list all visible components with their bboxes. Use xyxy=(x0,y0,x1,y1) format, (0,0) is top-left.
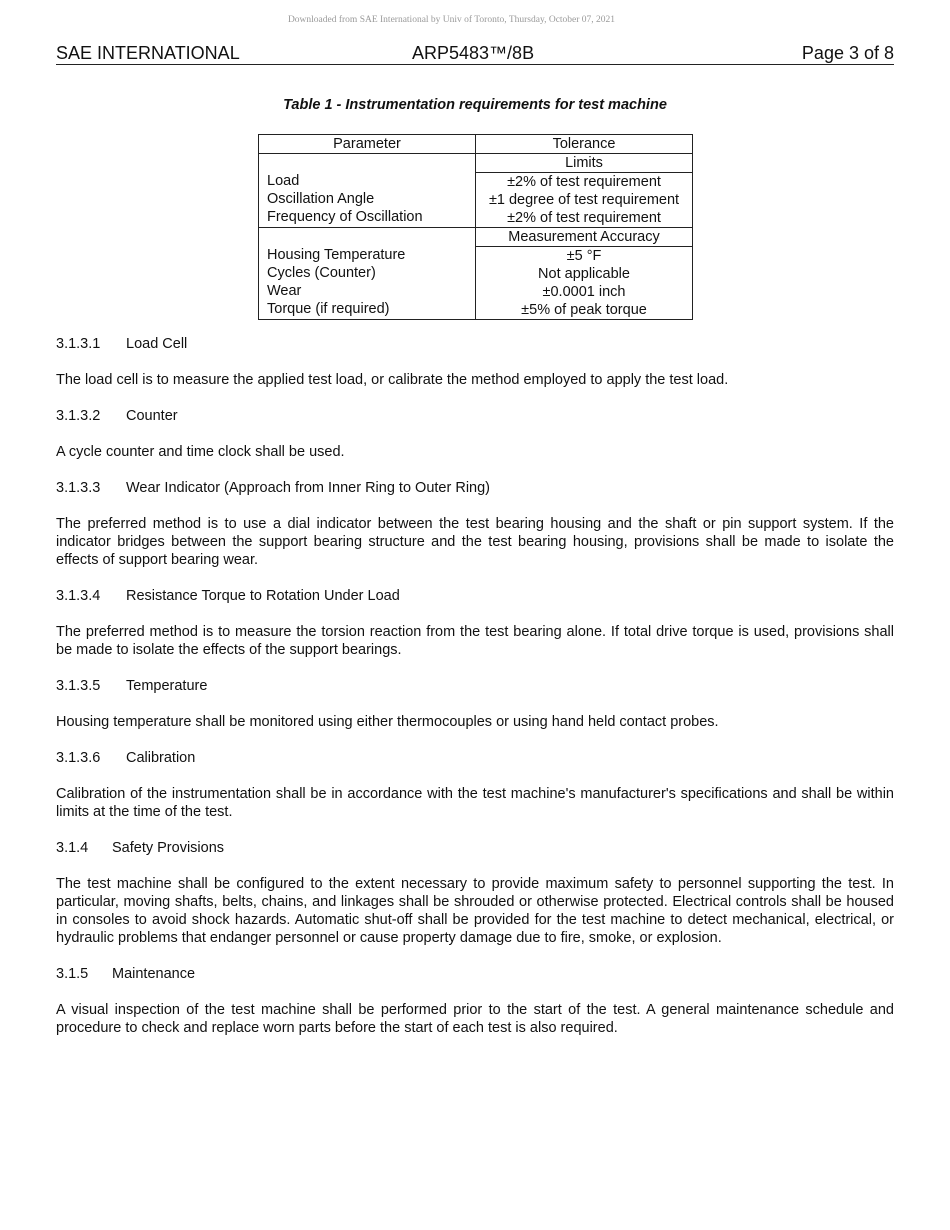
section-paragraph: Housing temperature shall be monitored using either thermocouples or using hand held contact probes. xyxy=(56,714,719,730)
accuracy-subheader: Measurement Accuracy xyxy=(476,228,692,247)
section-title: Wear Indicator (Approach from Inner Ring to Outer Ring) xyxy=(126,480,491,496)
section-number: 3.1.3.2 xyxy=(56,408,101,424)
section-number: 3.1.3.6 xyxy=(56,750,101,766)
section-heading xyxy=(56,479,894,497)
header-org: SAE INTERNATIONAL xyxy=(56,43,240,63)
accuracy-params-cell xyxy=(259,228,476,320)
accuracy-values-cell xyxy=(476,228,693,320)
table-header-row xyxy=(259,135,693,154)
section-heading xyxy=(56,839,894,857)
table-row-limits xyxy=(259,154,693,228)
tolerance-value: ±1 degree of test requirement xyxy=(488,192,680,208)
tolerance-value: ±5% of peak torque xyxy=(521,302,647,318)
param-item: Frequency of Oscillation xyxy=(267,209,423,225)
tolerance-value: ±2% of test requirement xyxy=(507,210,661,226)
section-title: Counter xyxy=(126,408,178,424)
section-paragraph: The load cell is to measure the applied test load, or calibrate the method employed to apply the test load. xyxy=(56,372,729,388)
section-heading xyxy=(56,335,894,353)
section-title: Load Cell xyxy=(126,336,188,352)
section-title: Resistance Torque to Rotation Under Load xyxy=(126,588,400,604)
section-paragraph: The preferred method is to use a dial indicator between the test bearing housing and the shaft or pin support system. If the indicator bridges between the support bearing structure and the test bearing housing, provisions shall be made to isolate the effects of support bearing wear. xyxy=(56,516,894,568)
body-content xyxy=(56,335,894,1055)
section-paragraph: A visual inspection of the test machine shall be performed prior to the start of the test. A general maintenance schedule and procedure to check and replace worn parts before the start of each test is also required. xyxy=(56,1002,894,1036)
section-heading xyxy=(56,677,894,695)
column-header-parameter: Parameter xyxy=(259,135,476,154)
section-title: Maintenance xyxy=(112,966,196,982)
section-number: 3.1.4 xyxy=(56,840,89,856)
table-caption: Table 1 - Instrumentation requirements for test machine xyxy=(283,97,667,113)
limits-values-cell xyxy=(476,154,693,228)
section-heading xyxy=(56,749,894,767)
header-page-number: Page 3 of 8 xyxy=(801,43,894,63)
param-item: Cycles (Counter) xyxy=(267,265,376,281)
section-paragraph: Calibration of the instrumentation shall be in accordance with the test machine's manufacturer's specifications and shall be within limits at the time of the test. xyxy=(56,786,894,820)
instrumentation-table xyxy=(258,134,693,320)
tolerance-value: ±5 °F xyxy=(566,248,602,264)
section-number: 3.1.3.5 xyxy=(56,678,101,694)
table-row-accuracy xyxy=(259,228,693,320)
section-number: 3.1.5 xyxy=(56,966,89,982)
param-item: Load xyxy=(267,173,300,189)
section-paragraph: A cycle counter and time clock shall be used. xyxy=(56,444,345,460)
section-number: 3.1.3.4 xyxy=(56,588,101,604)
section-number: 3.1.3.1 xyxy=(56,336,101,352)
section-heading xyxy=(56,965,894,983)
section-title: Calibration xyxy=(126,750,196,766)
param-item: Oscillation Angle xyxy=(267,191,375,207)
tolerance-value: ±2% of test requirement xyxy=(507,174,661,190)
limits-subheader: Limits xyxy=(476,154,692,173)
section-paragraph: The test machine shall be configured to the extent necessary to provide maximum safety to personnel supporting the test. In particular, moving shafts, belts, chains, and linkages shall be shrouded or otherwise protected. Electrical controls shall be housed in consoles to avoid shock hazards. Automatic shut-off shall be provided for the test machine to detect mechanical, electrical, or hydraulic problems that endanger personnel or cause property damage due to fire, smoke, or explosion. xyxy=(56,876,894,946)
section-paragraph: The preferred method is to measure the torsion reaction from the test bearing alone. If total drive torque is used, provisions shall be made to isolate the effects of the support bearings. xyxy=(56,624,894,658)
tolerance-value: Not applicable xyxy=(538,266,630,282)
page-header xyxy=(56,43,894,65)
download-note: Downloaded from SAE International by Univ of Toronto, Thursday, October 07, 2021 xyxy=(287,15,616,25)
tolerance-value: ±0.0001 inch xyxy=(542,284,626,300)
column-header-tolerance: Tolerance xyxy=(476,135,693,154)
param-item: Housing Temperature xyxy=(267,247,406,263)
param-item: Wear xyxy=(267,283,302,299)
param-item: Torque (if required) xyxy=(267,301,390,317)
limits-params-cell xyxy=(259,154,476,228)
section-title: Temperature xyxy=(126,678,208,694)
section-number: 3.1.3.3 xyxy=(56,480,101,496)
header-doc-id: ARP5483™/8B xyxy=(412,43,535,63)
section-title: Safety Provisions xyxy=(112,840,225,856)
section-heading xyxy=(56,587,894,605)
section-heading xyxy=(56,407,894,425)
